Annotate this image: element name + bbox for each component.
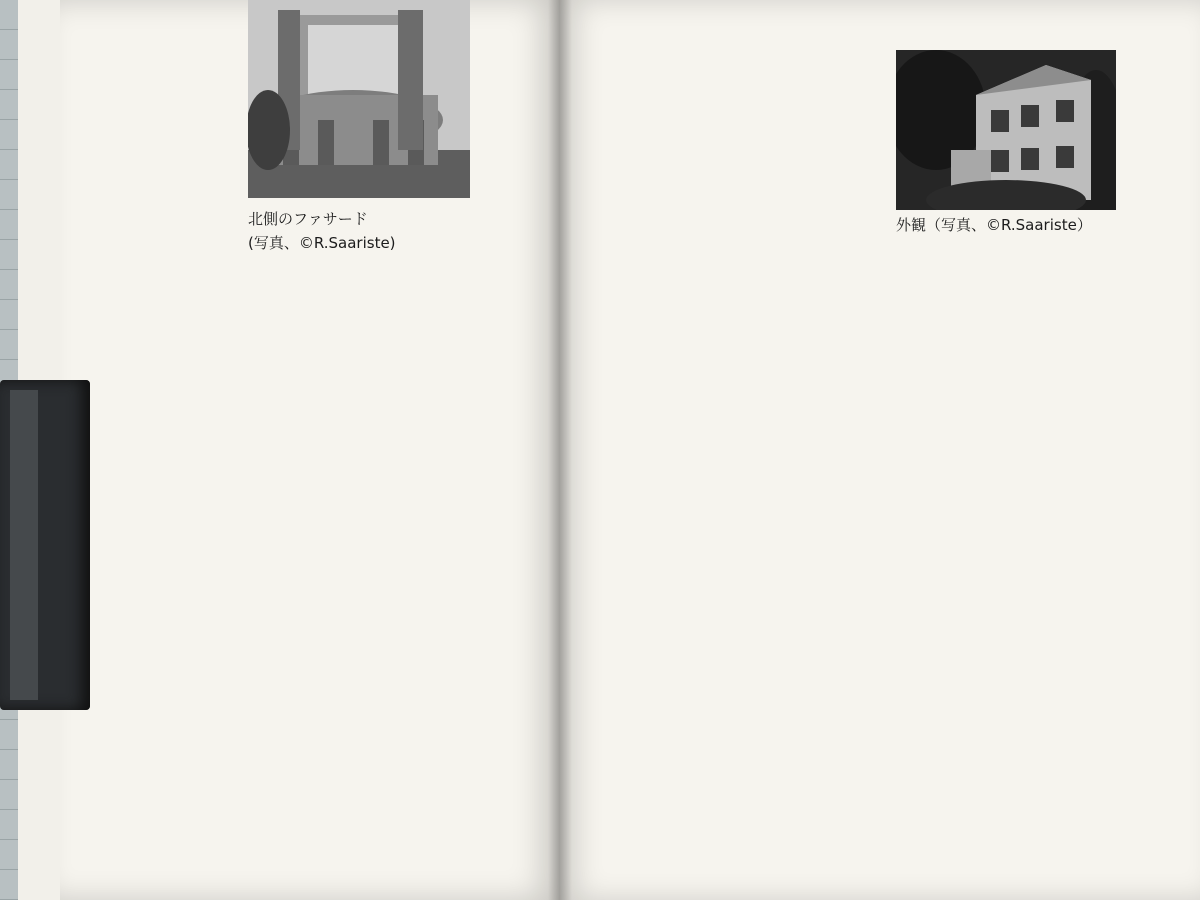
- left-page-text: [100, 0, 540, 900]
- left-photo-caption-1: 北側のファサード: [248, 210, 368, 228]
- right-photo-caption: 外観（写真、©R.Saariste）: [896, 216, 1092, 234]
- book-gutter: [548, 0, 572, 900]
- right-page-text: [575, 0, 1120, 900]
- left-photo-caption-2: (写真、©R.Saariste): [248, 234, 396, 252]
- dark-object-highlight: [10, 390, 38, 700]
